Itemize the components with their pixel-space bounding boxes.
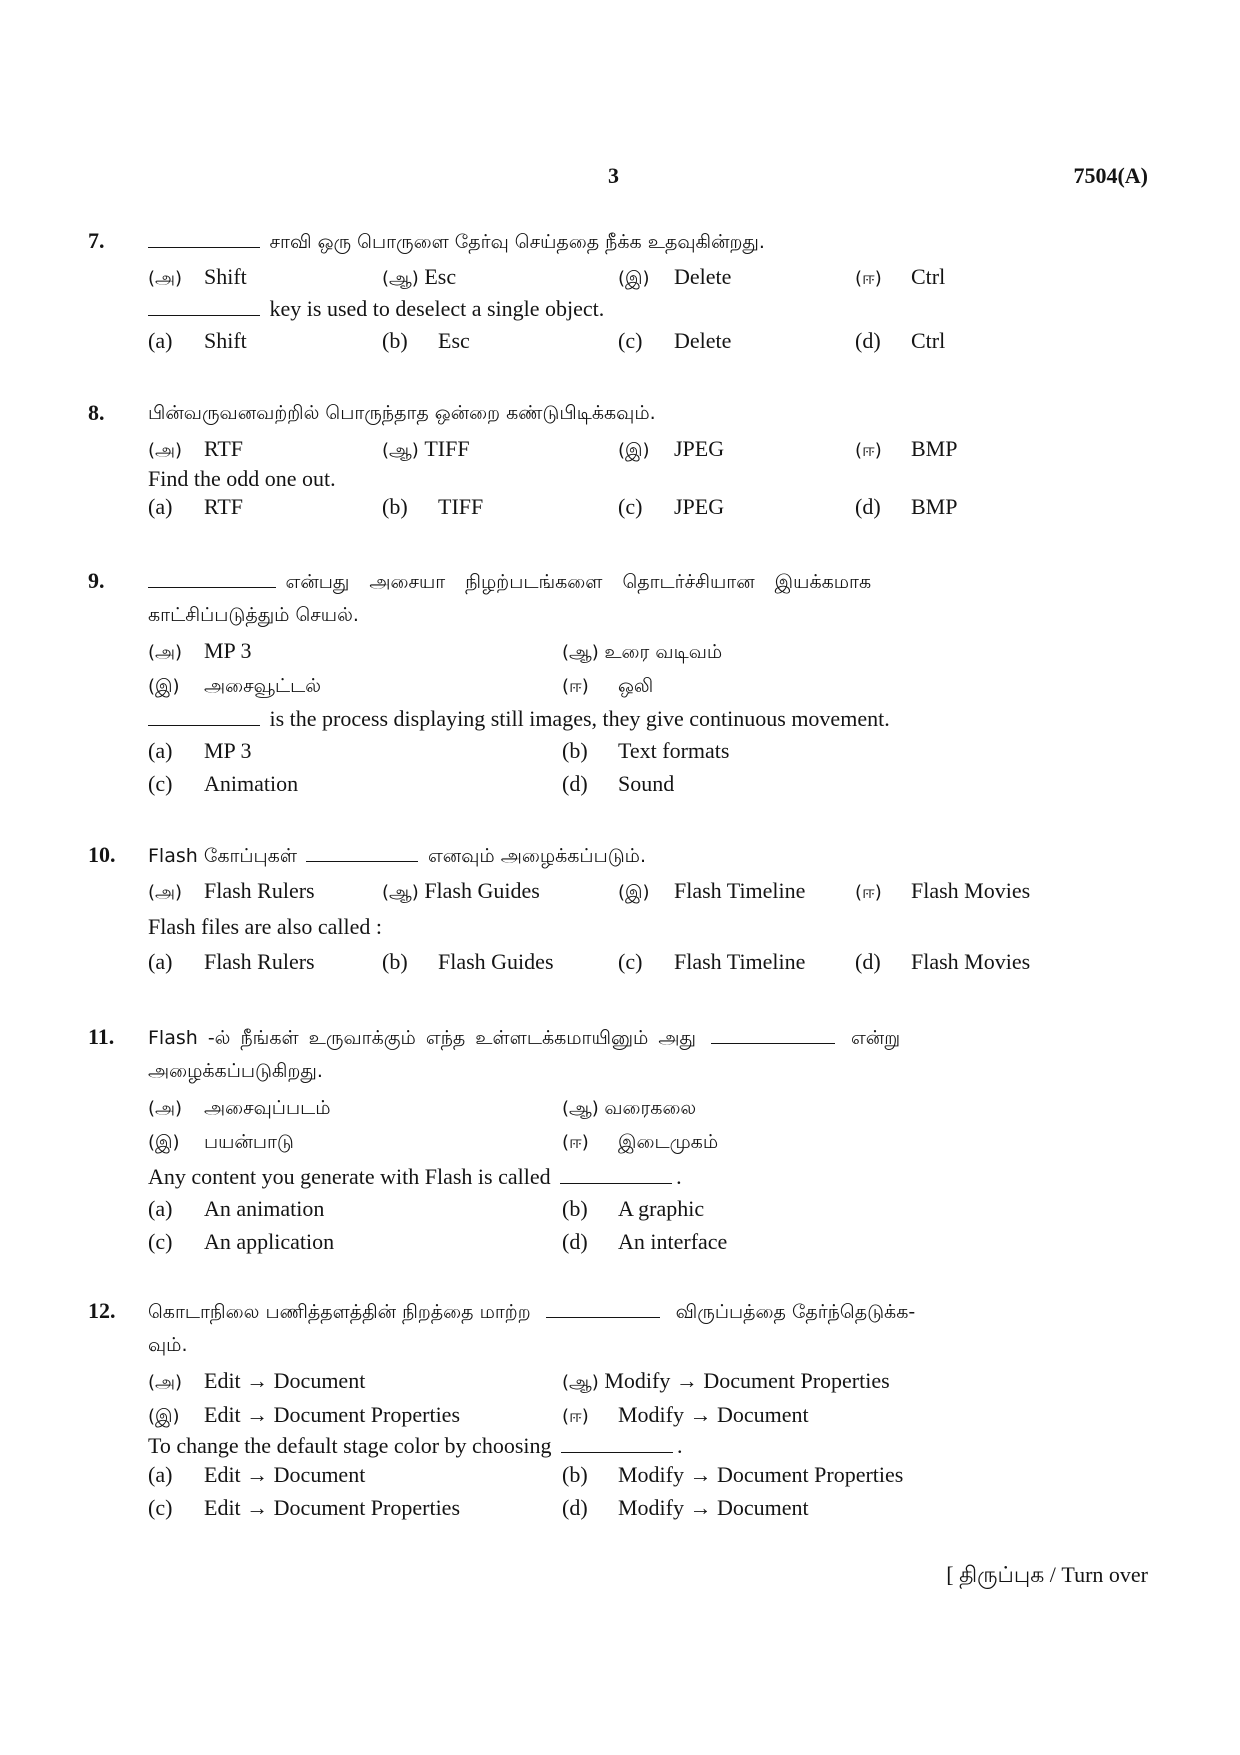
- question-text-ta: பின்வருவனவற்றில் பொருந்தாத ஒன்றை கண்டுபிடிக்கவும்.: [148, 402, 656, 424]
- option-ta-a: (அ) Shift: [148, 264, 247, 289]
- question-text-ta: Flash -ல் நீங்கள் உருவாக்கும் எந்த உள்ளடக்கமாயினும் அது என்று: [148, 1027, 901, 1049]
- question-text-en: key is used to deselect a single object.: [148, 296, 604, 322]
- option-en-a: (a) Shift: [148, 328, 247, 353]
- question-text-ta-cont: அழைக்கப்படுகிறது.: [148, 1060, 323, 1082]
- option-en-d: (d) An interface: [562, 1229, 728, 1254]
- turn-over-note: [ திருப்புக / Turn over: [946, 1562, 1148, 1587]
- option-en-a: (a) MP 3: [148, 738, 252, 763]
- page-number: 3: [608, 163, 619, 188]
- option-ta-a: (அ) Edit → Document: [148, 1368, 366, 1393]
- option-en-b: (b) Modify → Document Properties: [562, 1462, 904, 1487]
- option-ta-d: (ஈ) Ctrl: [855, 264, 946, 289]
- option-ta-c: (இ) அசைவூட்டல்: [148, 675, 322, 697]
- question-text-en: Find the odd one out.: [148, 466, 336, 491]
- option-en-a: (a) Edit → Document: [148, 1462, 366, 1487]
- question-text-en: To change the default stage color by choosing .: [148, 1433, 683, 1458]
- question-number: 7.: [88, 228, 105, 253]
- option-en-c: (c) An application: [148, 1229, 335, 1254]
- answer-blank: [711, 1042, 835, 1044]
- option-en-b: (b) Text formats: [562, 738, 730, 763]
- option-en-d: (d) Flash Movies: [855, 949, 1031, 974]
- answer-blank: [560, 1182, 672, 1184]
- question-text-en: Any content you generate with Flash is called .: [148, 1164, 682, 1189]
- question-text-ta: என்பது அசையா நிழற்படங்களை தொடர்ச்சியான இயக்கமாக: [148, 568, 1094, 596]
- option-en-d: (d) Sound: [562, 771, 675, 796]
- option-ta-a: (அ) Flash Rulers: [148, 878, 315, 903]
- question-number: 8.: [88, 400, 105, 425]
- option-en-b: (b) Esc: [382, 328, 470, 353]
- question-text-ta: Flash கோப்புகள் எனவும் அழைக்கப்படும்.: [148, 845, 647, 867]
- option-en-a: (a) Flash Rulers: [148, 949, 315, 974]
- answer-blank: [148, 724, 260, 726]
- option-en-c: (c) Flash Timeline: [618, 949, 806, 974]
- option-ta-c: (இ) Delete: [618, 264, 732, 289]
- question-number: 12.: [88, 1298, 116, 1323]
- option-en-b: (b) TIFF: [382, 494, 484, 519]
- option-ta-b: (ஆ) உரை வடிவம்: [562, 641, 723, 663]
- question-text-ta: கொடாநிலை பணித்தளத்தின் நிறத்தை மாற்ற விருப்பத்தை தேர்ந்தெடுக்க-: [148, 1301, 916, 1323]
- question-number: 11.: [88, 1024, 115, 1049]
- answer-blank: [546, 1316, 660, 1318]
- option-ta-d: (ஈ) Flash Movies: [855, 878, 1031, 903]
- option-en-a: (a) An animation: [148, 1196, 325, 1221]
- option-ta-b: (ஆ) Flash Guides: [382, 878, 540, 903]
- option-en-b: (b) Flash Guides: [382, 949, 554, 974]
- answer-blank: [148, 314, 260, 316]
- option-ta-a: (அ) அசைவுப்படம்: [148, 1097, 331, 1119]
- question-text-en: Flash files are also called :: [148, 914, 382, 939]
- option-ta-d: (ஈ) ஒலி: [562, 675, 654, 697]
- option-ta-a: (அ) RTF: [148, 436, 244, 461]
- answer-blank: [148, 586, 276, 588]
- option-ta-c: (இ) Flash Timeline: [618, 878, 806, 903]
- option-ta-d: (ஈ) Modify → Document: [562, 1402, 809, 1427]
- answer-blank: [306, 860, 418, 862]
- option-ta-c: (இ) பயன்பாடு: [148, 1131, 294, 1153]
- option-ta-d: (ஈ) இடைமுகம்: [562, 1131, 719, 1153]
- option-en-c: (c) Animation: [148, 771, 299, 796]
- question-text-ta-cont: வும்.: [148, 1334, 188, 1356]
- answer-blank: [561, 1451, 673, 1453]
- option-en-c: (c) Delete: [618, 328, 732, 353]
- option-en-c: (c) Edit → Document Properties: [148, 1495, 461, 1520]
- option-ta-c: (இ) JPEG: [618, 436, 725, 461]
- option-en-a: (a) RTF: [148, 494, 244, 519]
- question-text-ta: சாவி ஒரு பொருளை தேர்வு செய்ததை நீக்க உதவுகின்றது.: [148, 228, 765, 256]
- answer-blank: [148, 246, 260, 248]
- option-ta-b: (ஆ) Esc: [382, 264, 457, 289]
- question-number: 9.: [88, 568, 105, 593]
- question-number: 10.: [88, 842, 116, 867]
- question-text-ta-cont: காட்சிப்படுத்தும் செயல்.: [148, 604, 359, 626]
- option-ta-d: (ஈ) BMP: [855, 436, 958, 461]
- option-en-d: (d) Ctrl: [855, 328, 946, 353]
- question-text-en: is the process displaying still images, they give continuous movement.: [148, 706, 890, 732]
- paper-code: 7504(A): [1073, 163, 1148, 188]
- option-ta-b: (ஆ) TIFF: [382, 436, 470, 461]
- option-ta-b: (ஆ) வரைகலை: [562, 1097, 697, 1119]
- option-ta-b: (ஆ) Modify → Document Properties: [562, 1368, 890, 1393]
- option-en-d: (d) Modify → Document: [562, 1495, 809, 1520]
- option-ta-c: (இ) Edit → Document Properties: [148, 1402, 461, 1427]
- option-en-b: (b) A graphic: [562, 1196, 705, 1221]
- option-ta-a: (அ) MP 3: [148, 638, 252, 663]
- option-en-c: (c) JPEG: [618, 494, 725, 519]
- option-en-d: (d) BMP: [855, 494, 958, 519]
